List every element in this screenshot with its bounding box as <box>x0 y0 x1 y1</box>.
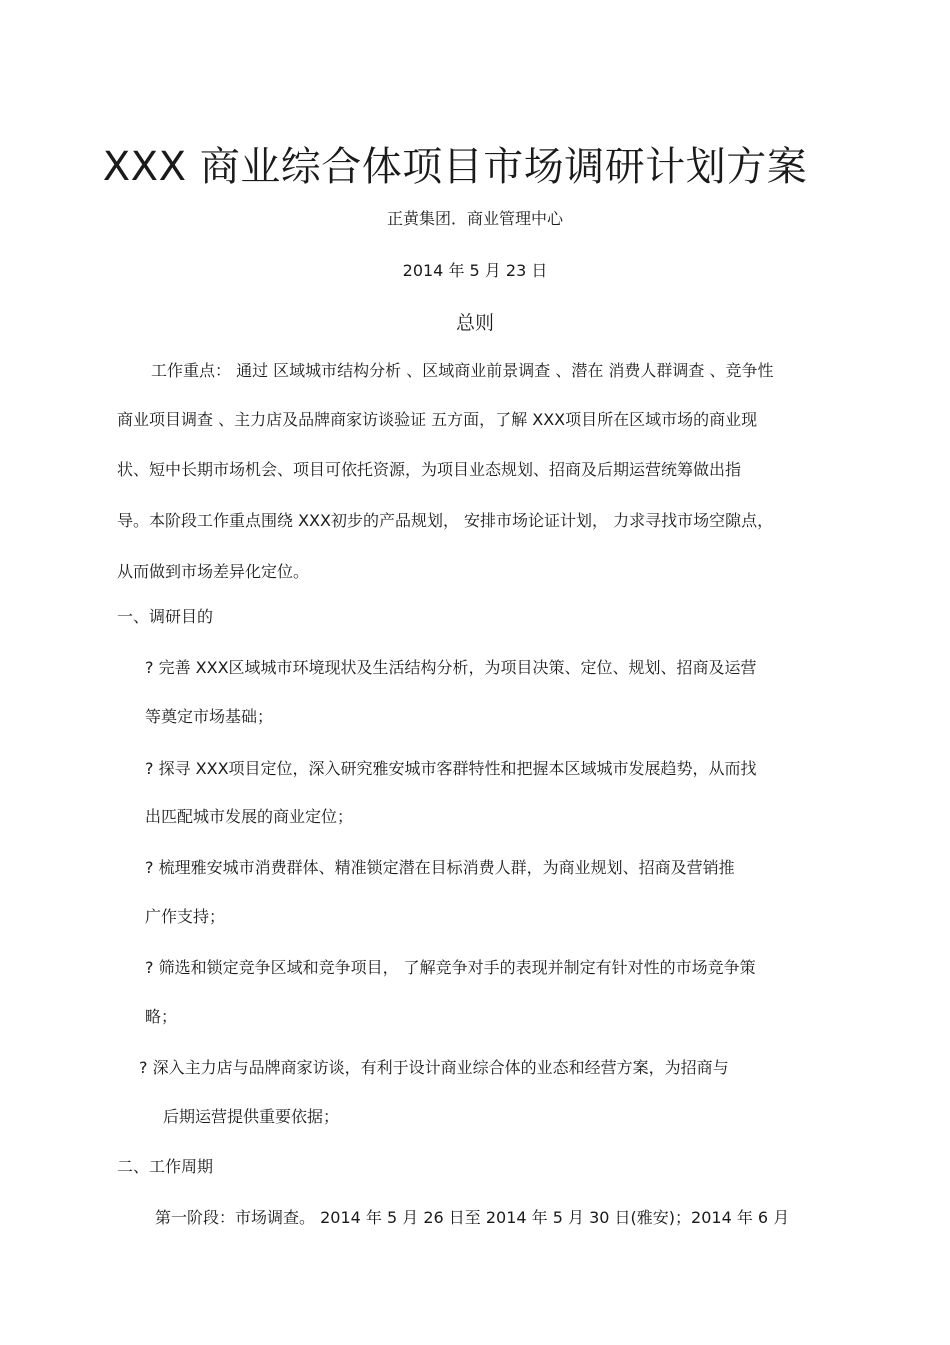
purpose-item-line: ? 完善 XXX区域城市环境现状及生活结构分析，为项目决策、定位、规划、招商及运营 <box>145 658 757 677</box>
organization-name: 正黄集团．商业管理中心 <box>386 209 563 228</box>
document-date: 2014 年 5 月 23 日 <box>402 261 548 280</box>
purpose-item-line: ? 筛选和锁定竞争区域和竞争项目， 了解竞争对手的表现并制定有针对性的市场竞争策 <box>145 958 756 977</box>
intro-line: 工作重点： 通过 区域城市结构分析 、区域商业前景调查 、潜在 消费人群调查 、竞争性 <box>151 361 774 380</box>
general-heading: 总则 <box>455 312 494 334</box>
purpose-item-line: 略； <box>145 1007 178 1026</box>
intro-line: 导。本阶段工作重点围绕 XXX初步的产品规划， 安排市场论证计划， 力求寻找市场空隙点， <box>117 511 774 530</box>
intro-line: 商业项目调查 、主力店及品牌商家访谈验证 五方面，了解 XXX项目所在区域市场的商业现 <box>117 410 758 429</box>
purpose-item-line: ? 探寻 XXX项目定位，深入研究雅安城市客群特性和把握本区域城市发展趋势，从而找 <box>145 759 757 778</box>
purpose-item-line: 出匹配城市发展的商业定位； <box>145 807 354 826</box>
section-heading-purpose: 一、调研目的 <box>117 607 214 626</box>
purpose-item-line: 后期运营提供重要依据； <box>163 1107 340 1126</box>
purpose-item-line: 等奠定市场基础； <box>145 707 274 726</box>
section-heading-period: 二、工作周期 <box>117 1157 214 1176</box>
purpose-item-line: ? 深入主力店与品牌商家访谈，有利于设计商业综合体的业态和经营方案，为招商与 <box>139 1058 729 1077</box>
phase-one-line: 第一阶段：市场调查。 2014 年 5 月 26 日至 2014 年 5 月 30 日(雅安)；2014 年 6 月 <box>155 1208 790 1227</box>
intro-line: 从而做到市场差异化定位。 <box>117 562 310 581</box>
document-title: XXX 商业综合体项目市场调研计划方案 <box>102 144 808 190</box>
intro-line: 状、短中长期市场机会、项目可依托资源，为项目业态规划、招商及后期运营统筹做出指 <box>117 460 742 479</box>
purpose-item-line: ? 梳理雅安城市消费群体、精准锁定潜在目标消费人群，为商业规划、招商及营销推 <box>145 858 735 877</box>
purpose-item-line: 广作支持； <box>145 907 226 926</box>
